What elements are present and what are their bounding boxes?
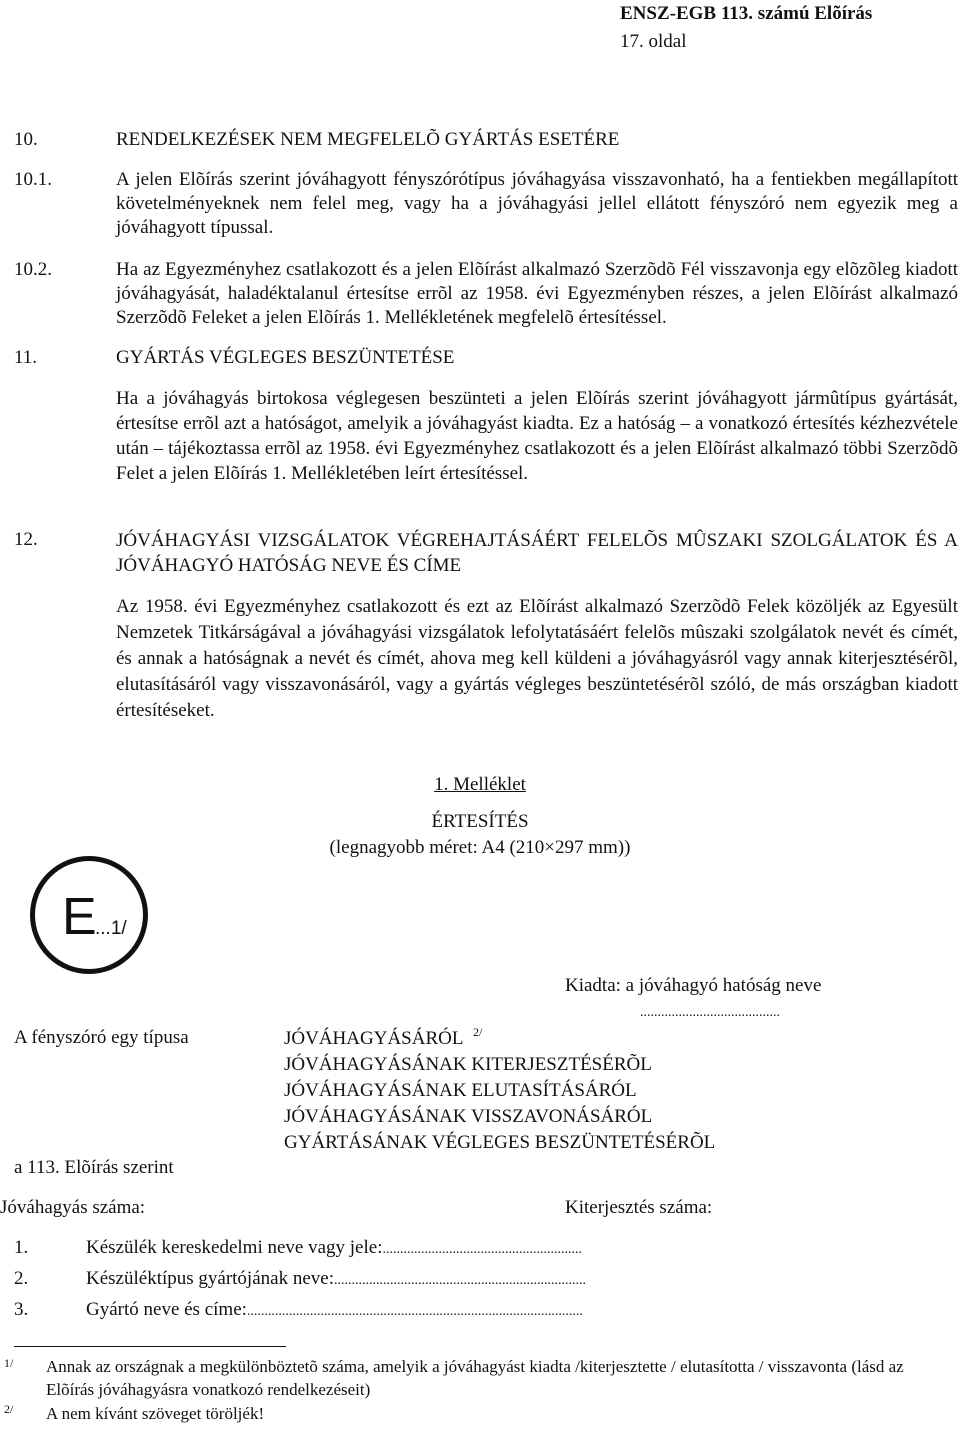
approval-mark-letter: E <box>62 888 97 946</box>
regulation-ref-label: a 113. Elõírás szerint <box>14 1157 174 1178</box>
notification-options <box>284 1026 715 1156</box>
page-number: 17. oldal <box>620 31 687 52</box>
annex-title: 1. Melléklet <box>434 774 526 795</box>
item-1 <box>14 1236 914 1262</box>
para-10-2-number: 10.2. <box>14 259 52 280</box>
section-11-title: GYÁRTÁS VÉGLEGES BESZÜNTETÉSE <box>116 347 455 368</box>
footnote-separator <box>14 1346 286 1347</box>
approval-mark-number: ...1/ <box>95 918 127 939</box>
section-12-title: JÓVÁHAGYÁSI VIZSGÁLATOK VÉGREHAJTÁSÁÉRT FELELÕS MÛSZAKI SZOLGÁLATOK ÉS A JÓVÁHAGYÓ HATÓSÁG NEVE ÉS CÍME <box>116 530 958 576</box>
headlamp-type-label: A fényszóró egy típusa <box>14 1027 189 1048</box>
item-1-number: 1. <box>14 1237 29 1258</box>
section-12-number: 12. <box>14 529 38 550</box>
footnote-1-mark: 1/ <box>4 1356 14 1370</box>
regulation-title: ENSZ-EGB 113. számú Elõírás <box>620 3 873 24</box>
item-1-label: Készülék kereskedelmi neve vagy jele: <box>86 1237 383 1258</box>
item-2-number: 2. <box>14 1268 29 1289</box>
page-header <box>620 2 922 54</box>
footnote-ref-2: 2/ <box>472 1025 483 1039</box>
option-withdrawal: JÓVÁHAGYÁSÁNAK VISSZAVONÁSÁRÓL <box>284 1106 653 1127</box>
item-3-label: Gyártó neve és címe: <box>86 1299 247 1320</box>
section-11-number: 11. <box>14 347 38 368</box>
para-10-1-text: A jelen Elõírás szerint jóváhagyott fényszórótípus jóváhagyása visszavonható, ha a fentiekben megállapított követelményeknek nem felel meg, vagy ha a jóváhagyási jellel ellátott fényszóró nem egyezik meg a jóváhagyott típussal. <box>116 169 958 238</box>
option-extension: JÓVÁHAGYÁSÁNAK KITERJESZTÉSÉRÕL <box>284 1054 652 1075</box>
item-2 <box>14 1267 914 1293</box>
approval-number-label: Jóváhagyás száma: <box>0 1197 146 1218</box>
item-2-label: Készüléktípus gyártójának neve: <box>86 1268 334 1289</box>
section-12-text: Az 1958. évi Egyezményhez csatlakozott és ezt az Elõírást alkalmazó Szerzõdõ Felek közöljék az Egyesült Nemzetek Titkárságával a jóváhagyási vizsgálatok lefolytatásáért felelõs mûszaki szolgálatok nevét és címét, és annak a hatóságnak a nevét és címét, ahova meg kell küldeni a jóváhagyásról vagy annak kiterjesztésérõl, elutasításáról vagy visszavonásáról, vagy a gyártás végleges beszüntetésérõl szóló, de más országban kiadott értesítéseket. <box>116 596 958 721</box>
option-refusal: JÓVÁHAGYÁSÁNAK ELUTASÍTÁSÁRÓL <box>284 1080 637 1101</box>
item-2-dots: ........................................................................ <box>333 1273 586 1288</box>
annex-size-note: (legnagyobb méret: A4 (210×297 mm)) <box>329 837 631 858</box>
item-3-number: 3. <box>14 1299 29 1320</box>
section-10-number: 10. <box>14 129 38 150</box>
issued-by-label: Kiadta: a jóváhagyó hatóság neve <box>565 975 822 996</box>
approval-mark-circle <box>30 856 148 974</box>
para-10-1-number: 10.1. <box>14 169 52 190</box>
annex-subtitle: ÉRTESÍTÉS <box>431 811 529 832</box>
issued-by-dots: ........................................ <box>640 1005 780 1020</box>
para-10-2-text: Ha az Egyezményhez csatlakozott és a jelen Elõírást alkalmazó Szerzõdõ Fél visszavonja egy elõzõleg kiadott jóváhagyását, haladéktalanul értesítse errõl az 1958. évi Egyezményben részes, a jelen Elõírást alkalmazó Szerzõdõ Feleket a jelen Elõírás 1. Mellékletének megfelelõ értesítéssel. <box>116 259 958 328</box>
footnote-1-text: Annak az országnak a megkülönböztetõ száma, amelyik a jóváhagyást kiadta /kiterjesztette / elutasította / visszavonta (lásd az Elõírás jóváhagyásra vonatkozó rendelkezéseit) <box>46 1357 904 1399</box>
section-10-title: RENDELKEZÉSEK NEM MEGFELELÕ GYÁRTÁS ESETÉRE <box>116 129 620 150</box>
option-approval: JÓVÁHAGYÁSÁRÓL $^{2/}$ <box>284 1025 483 1049</box>
footnote-2-text: A nem kívánt szöveget töröljék! <box>46 1404 265 1423</box>
section-11-text: Ha a jóváhagyás birtokosa véglegesen beszünteti a jelen Elõírás szerint jóváhagyott jármûtípus gyártását, értesítse errõl azt a hatóságot, amelyik a jóváhagyást kiadta. Ez a hatóság – a vonatkozó értesítés kézhezvétele után – tájékoztassa errõl az 1958. évi Egyezményhez csatlakozott és a jelen Elõírást alkalmazó többi Szerzõdõ Felet a jelen Elõírás 1. Mellékletében leírt értesítéssel. <box>116 388 958 484</box>
extension-number-label: Kiterjesztés száma: <box>565 1197 713 1218</box>
option-discontinued: GYÁRTÁSÁNAK VÉGLEGES BESZÜNTETÉSÉRÕL <box>284 1132 716 1153</box>
item-1-dots: ......................................................... <box>382 1242 582 1257</box>
item-3 <box>14 1298 914 1324</box>
item-3-dots: ................................................................................................ <box>246 1304 583 1319</box>
footnote-2-mark: 2/ <box>4 1402 14 1416</box>
